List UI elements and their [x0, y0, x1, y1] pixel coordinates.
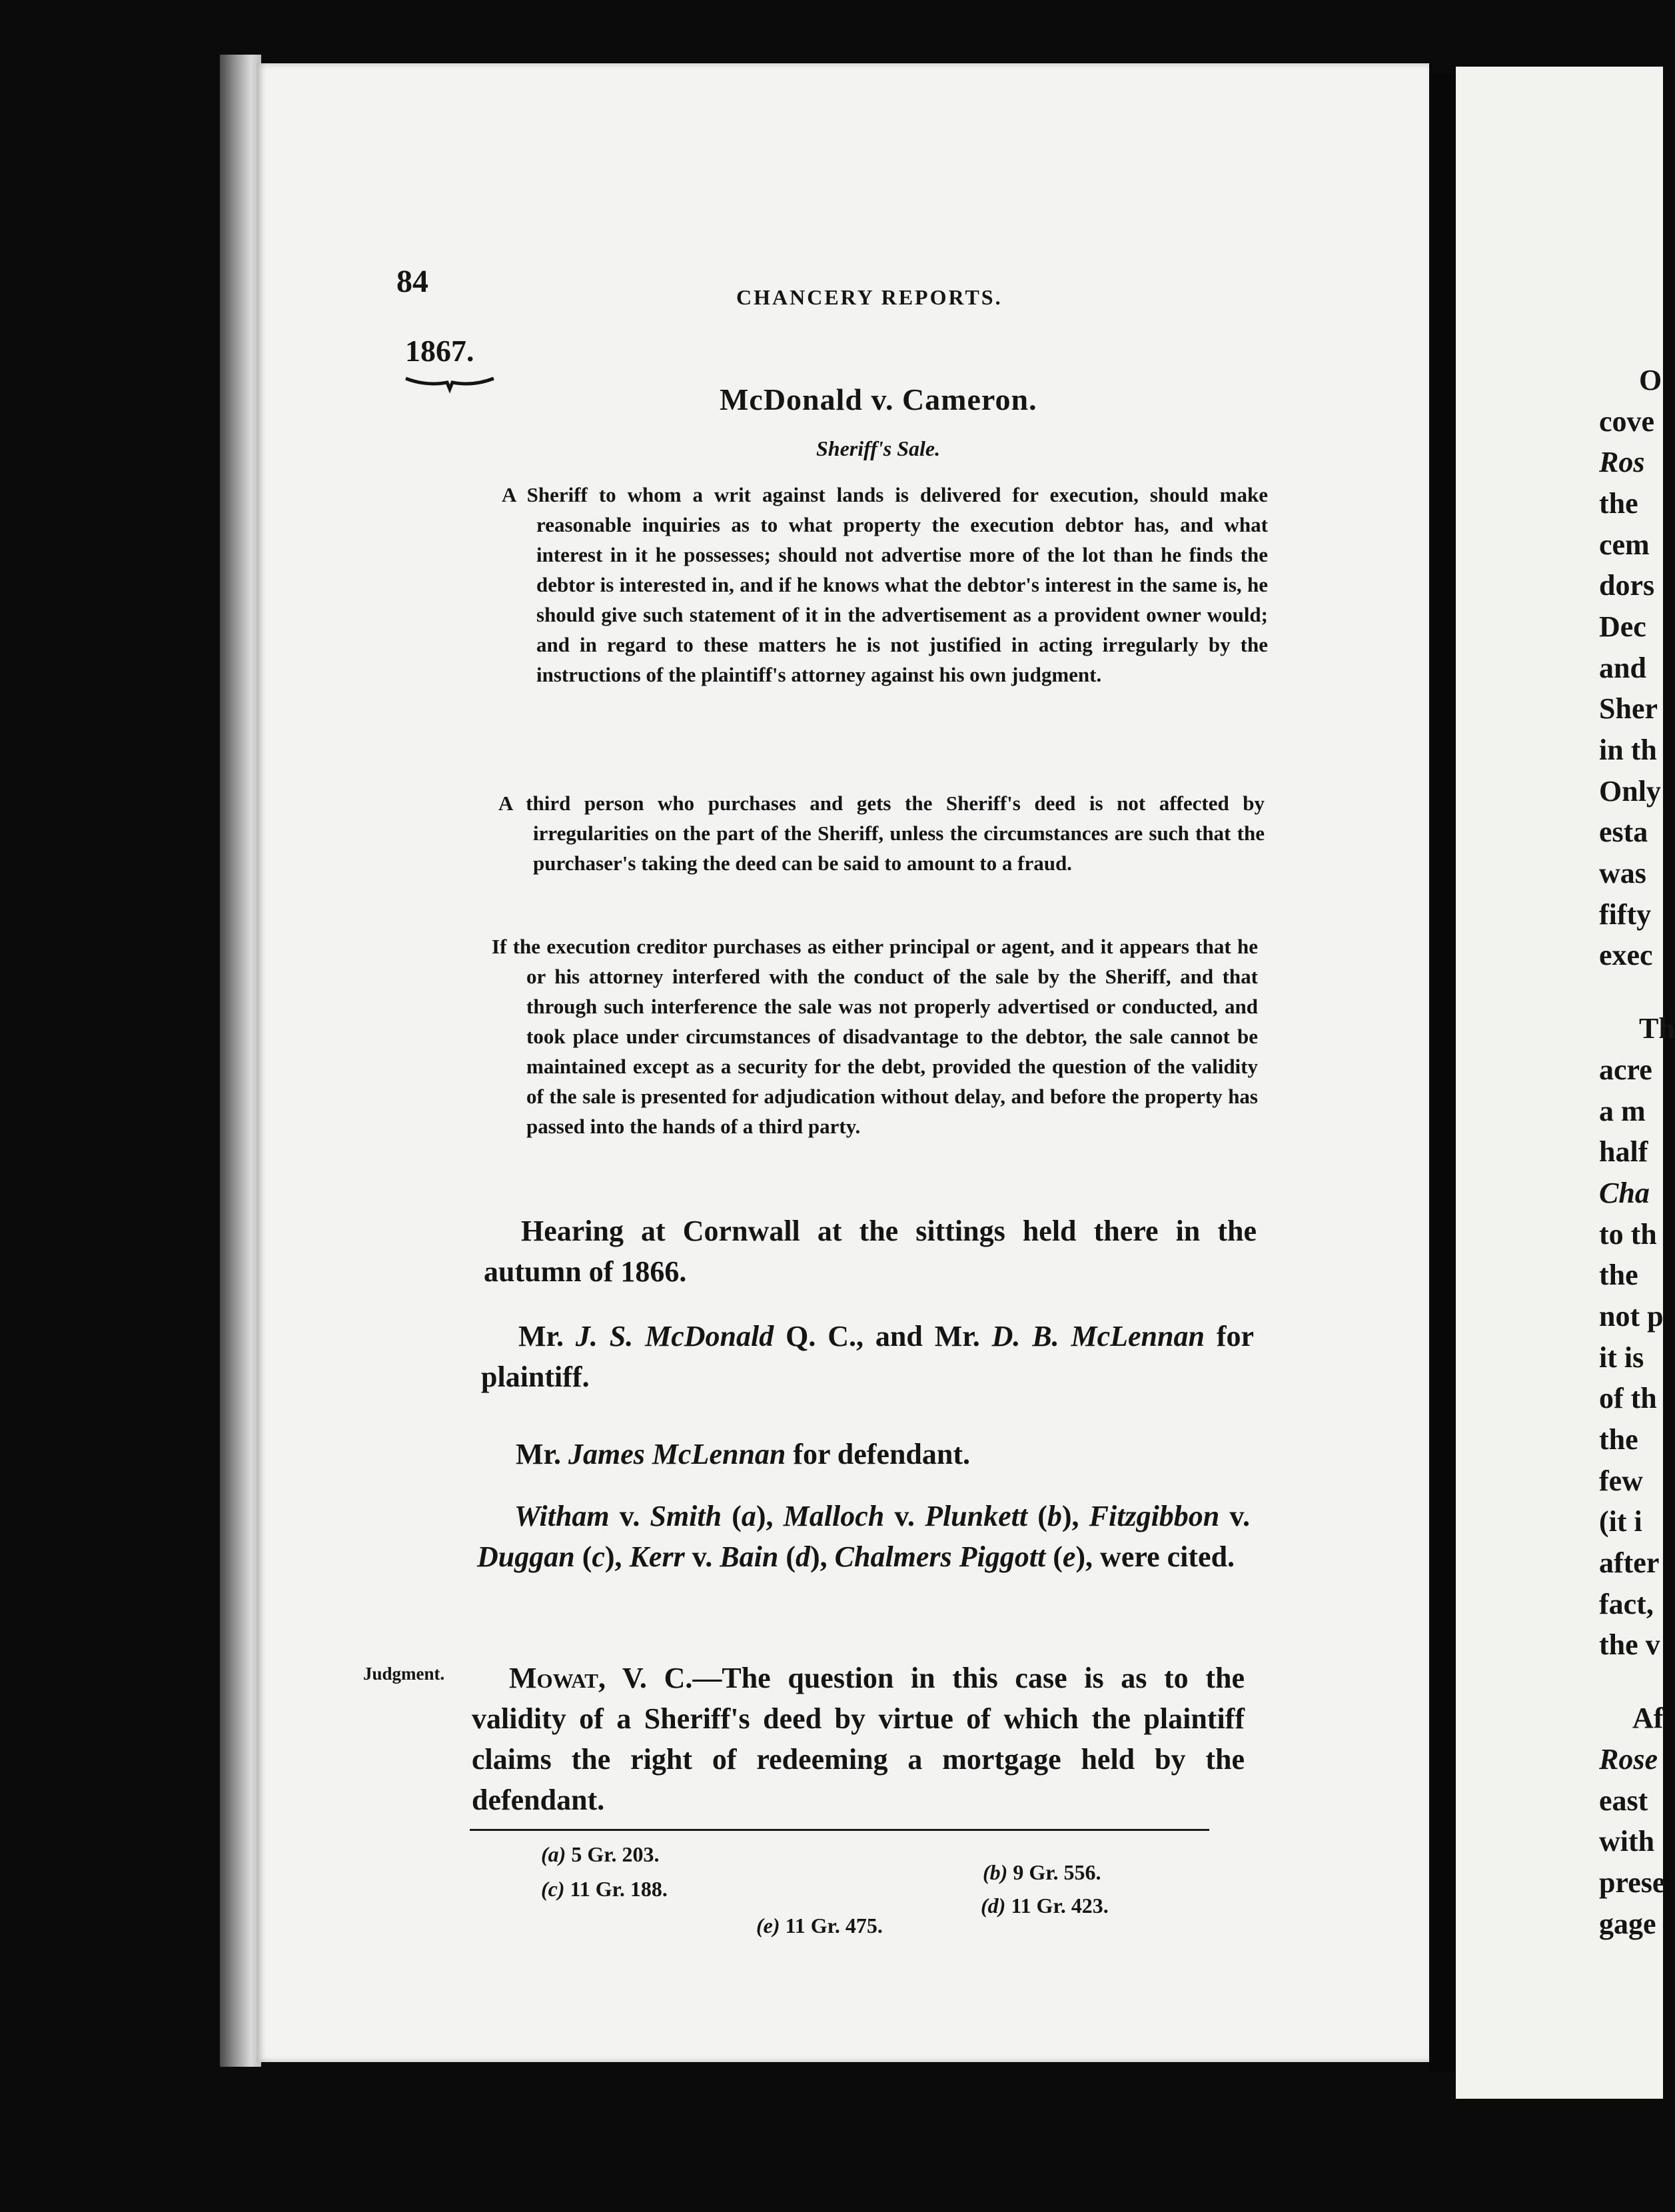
- facing-line: the: [1599, 487, 1638, 520]
- facing-line: Th: [1639, 1012, 1675, 1045]
- headnote-text: If the execution creditor purchases as either principal or agent, and it appears that he or his attorney interfered with the conduct of the sale by the Sheriff, and that through such interference the sale was not properly advertised or conducted, and took place under circumstances of disadvantage to the debtor, the sale cannot be maintained except as a security for the debt, provided the question of the validity of the sale is presented for adjudication without delay, and before the property has passed into the hands of a third party.: [492, 935, 1258, 1138]
- facing-line: the: [1599, 1423, 1638, 1456]
- facing-line: prese: [1599, 1866, 1666, 1899]
- footnote-e: (e) 11 Gr. 475.: [756, 1914, 883, 1937]
- facing-line: east: [1599, 1784, 1648, 1817]
- counsel-plaintiff: Mr. J. S. McDonald Q. C., and Mr. D. B. McLennan for plaintiff.: [481, 1320, 1254, 1393]
- facing-line: Sher: [1599, 692, 1658, 725]
- footnote-rule: [470, 1829, 1209, 1831]
- headnote-2: [498, 788, 1265, 878]
- facing-line: Only: [1599, 775, 1661, 808]
- margin-note: Judgment.: [363, 1664, 445, 1684]
- facing-line: few: [1599, 1464, 1643, 1497]
- facing-line: esta: [1599, 816, 1648, 848]
- facing-line: after: [1599, 1546, 1660, 1579]
- page-number: 84: [396, 264, 428, 299]
- cases-cited: Witham v. Smith (a), Malloch v. Plunkett (b), Fitzgibbon v. Duggan (c), Kerr v. Bain (d), Chalmers Piggott (e), were cited.: [477, 1500, 1250, 1573]
- facing-line: fifty: [1599, 898, 1652, 931]
- facing-line: Ros: [1599, 446, 1645, 478]
- facing-line: fact,: [1599, 1588, 1654, 1620]
- facing-line: acre: [1599, 1053, 1652, 1086]
- facing-line: dors: [1599, 569, 1655, 602]
- facing-line: Dec: [1599, 610, 1646, 643]
- year-marker: 1867.: [405, 334, 474, 368]
- book-spine: [220, 55, 261, 2067]
- counsel-defendant: Mr. James McLennan for defendant.: [516, 1438, 971, 1470]
- facing-line: not p: [1599, 1300, 1664, 1333]
- facing-line: of th: [1599, 1382, 1657, 1414]
- facing-line: the: [1599, 1259, 1638, 1291]
- case-title: McDonald v. Cameron.: [720, 382, 1037, 416]
- facing-line: gage: [1599, 1908, 1656, 1940]
- facing-line: exec: [1599, 939, 1653, 971]
- brace-ornament: [403, 374, 496, 392]
- judge-name: Mowat, V. C.: [509, 1662, 693, 1694]
- headnote-1: [502, 480, 1268, 690]
- case-subject: Sheriff's Sale.: [816, 436, 941, 460]
- facing-line: half: [1599, 1135, 1648, 1168]
- page-gutter: [1429, 73, 1456, 2072]
- footnote-d: (d) 11 Gr. 423.: [981, 1894, 1109, 1918]
- facing-line: and: [1599, 652, 1646, 684]
- facing-line: was: [1599, 857, 1646, 889]
- facing-line: Cha: [1599, 1177, 1650, 1209]
- facing-line: the v: [1599, 1628, 1660, 1661]
- running-head: CHANCERY REPORTS.: [736, 285, 1003, 309]
- facing-line: cove: [1599, 405, 1655, 438]
- judgment-paragraph: Mowat, V. C.—The question in this case is as to the validity of a Sheriff's deed by virtue of which the plaintiff claims the right of redeeming a mortgage held by the defendant.: [472, 1662, 1245, 1816]
- facing-line: Af: [1632, 1702, 1664, 1734]
- facing-line: it is: [1599, 1341, 1644, 1374]
- facing-line: cem: [1599, 528, 1650, 561]
- facing-line: Rose: [1599, 1743, 1658, 1776]
- hearing-paragraph: Hearing at Cornwall at the sittings held there in the autumn of 1866.: [484, 1215, 1257, 1288]
- facing-line: to th: [1599, 1218, 1657, 1251]
- footnote-a: (a) 5 Gr. 203.: [541, 1842, 660, 1866]
- facing-line: (it i: [1599, 1505, 1642, 1538]
- headnote-text: A Sheriff to whom a writ against lands is delivered for execution, should make reasonable inquiries as to what property the execution debtor has, and what interest in it he possesses; should not advertise more of the lot than he finds the debtor is interested in, and if he knows what the debtor's interest in the same is, he should give such statement of it in the advertisement as a provident owner would; and in regard to these matters he is not justified in acting irregularly by the instructions of the plaintiff's attorney against his own judgment.: [502, 483, 1268, 686]
- headnote-text: A third person who purchases and gets the Sheriff's deed is not affected by irregularities on the part of the Sheriff, unless the circumstances are such that the purchaser's taking the deed can be said to amount to a fraud.: [498, 792, 1265, 875]
- facing-line: a m: [1599, 1095, 1646, 1127]
- footnote-b: (b) 9 Gr. 556.: [983, 1860, 1101, 1884]
- facing-line: in th: [1599, 734, 1657, 766]
- facing-line: O: [1639, 364, 1662, 396]
- facing-line: with: [1599, 1825, 1655, 1858]
- footnote-c: (c) 11 Gr. 188.: [541, 1877, 668, 1901]
- headnote-3: [492, 931, 1258, 1141]
